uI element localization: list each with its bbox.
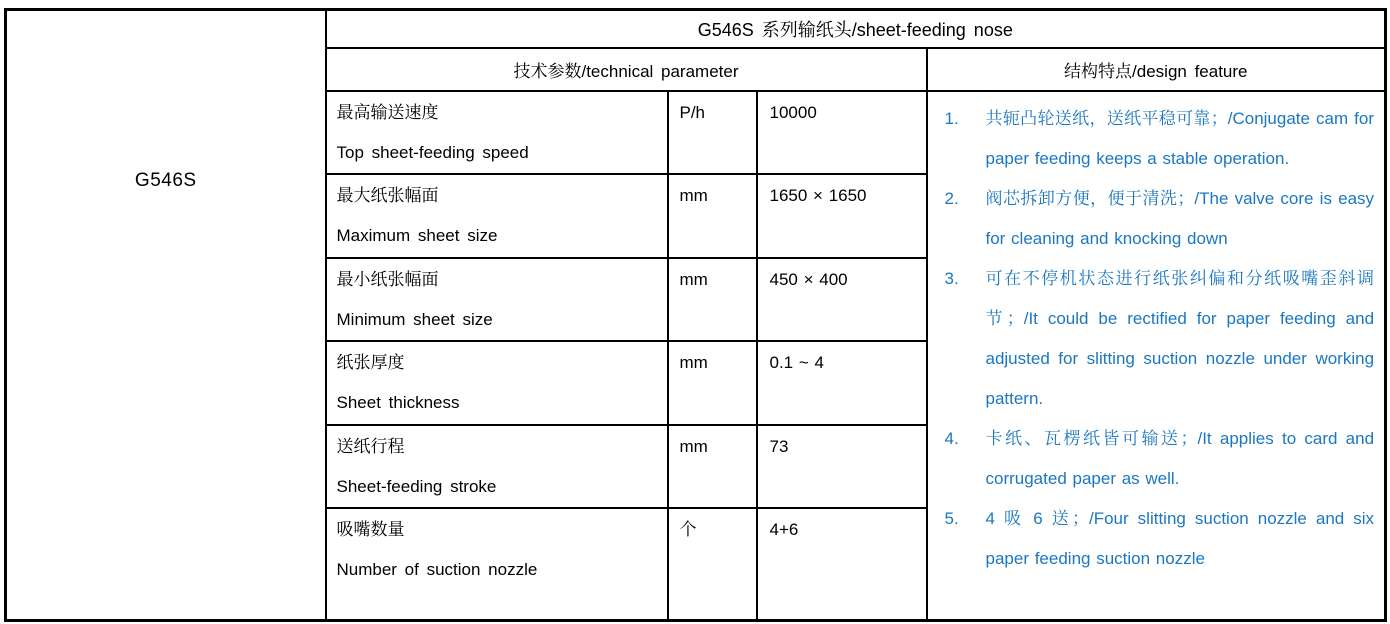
param-label-cell: [326, 174, 668, 258]
param-unit: mm: [679, 185, 708, 205]
feature-item: [945, 99, 1375, 179]
param-value-cell: [757, 91, 927, 174]
param-value: 4+6: [769, 519, 799, 539]
param-label-cell: [326, 341, 668, 425]
feature-item: [945, 419, 1375, 499]
param-name-en: Top sheet-feeding speed: [336, 142, 529, 162]
param-value-cell: [757, 341, 927, 425]
model-name: G546S: [134, 170, 197, 191]
design-feature-header: 结构特点/design feature: [1064, 61, 1248, 81]
param-unit: mm: [679, 352, 708, 372]
feature-item: [945, 179, 1375, 259]
param-label-cell: [326, 91, 668, 174]
tech-params-header-cell: [326, 48, 927, 91]
design-features-cell: [927, 91, 1386, 621]
param-name-cn: 最高输送速度: [336, 102, 439, 122]
param-label-cell: [326, 258, 668, 341]
feature-item: [945, 499, 1375, 579]
feature-text: 卡纸、瓦楞纸皆可输送；/It applies to card and corrugated paper as well.: [985, 428, 1375, 488]
design-feature-header-cell: [927, 48, 1386, 91]
param-name-cn: 送纸行程: [336, 436, 405, 456]
product-spec-table: [4, 8, 1387, 622]
feature-text: 4 吸 6 送；/Four slitting suction nozzle and six paper feeding suction nozzle: [985, 508, 1375, 568]
param-unit-cell: [668, 174, 757, 258]
param-name-cn: 吸嘴数量: [336, 519, 405, 539]
series-header-row: [6, 10, 1386, 48]
series-title: G546S 系列输纸头/sheet-feeding nose: [697, 19, 1013, 40]
param-value-cell: [757, 174, 927, 258]
param-name-en: Maximum sheet size: [336, 225, 498, 245]
param-unit: 个: [679, 519, 697, 539]
tech-params-header: 技术参数/technical parameter: [513, 61, 739, 81]
feature-item: [945, 259, 1375, 419]
feature-text: 阀芯拆卸方便，便于清洗；/The valve core is easy for cleaning and knocking down: [985, 188, 1375, 248]
param-name-cn: 纸张厚度: [336, 352, 405, 372]
param-unit-cell: [668, 341, 757, 425]
param-unit-cell: [668, 91, 757, 174]
param-label-cell: [326, 425, 668, 508]
param-unit: mm: [679, 436, 708, 456]
param-unit: mm: [679, 269, 708, 289]
feature-number: 3.: [944, 268, 959, 288]
param-name-en: Number of suction nozzle: [336, 559, 538, 579]
param-unit-cell: [668, 508, 757, 621]
feature-number: 4.: [944, 428, 959, 448]
param-name-cn: 最大纸张幅面: [336, 185, 439, 205]
param-name-cn: 最小纸张幅面: [336, 269, 439, 289]
param-unit-cell: [668, 258, 757, 341]
series-title-cell: [326, 10, 1386, 48]
param-value-cell: [757, 508, 927, 621]
param-value: 10000: [769, 102, 817, 122]
param-name-en: Minimum sheet size: [336, 309, 493, 329]
param-value: 73: [769, 436, 789, 456]
feature-text: 可在不停机状态进行纸张纠偏和分纸吸嘴歪斜调节；/It could be rectified for paper feeding and adjusted for slitting suction nozzle under working pattern.: [985, 268, 1375, 408]
param-value: 450 × 400: [769, 269, 848, 289]
param-unit: P/h: [679, 102, 706, 122]
param-name-en: Sheet thickness: [336, 392, 460, 412]
param-name-en: Sheet-feeding stroke: [336, 476, 497, 496]
param-unit-cell: [668, 425, 757, 508]
param-value: 0.1 ~ 4: [769, 352, 824, 372]
param-value-cell: [757, 258, 927, 341]
feature-number: 2.: [944, 188, 959, 208]
param-value: 1650 × 1650: [769, 185, 867, 205]
param-label-cell: [326, 508, 668, 621]
feature-text: 共轭凸轮送纸，送纸平稳可靠；/Conjugate cam for paper feeding keeps a stable operation.: [985, 108, 1375, 168]
feature-number: 1.: [944, 108, 959, 128]
model-cell: [6, 10, 326, 621]
feature-number: 5.: [944, 508, 959, 528]
param-value-cell: [757, 425, 927, 508]
